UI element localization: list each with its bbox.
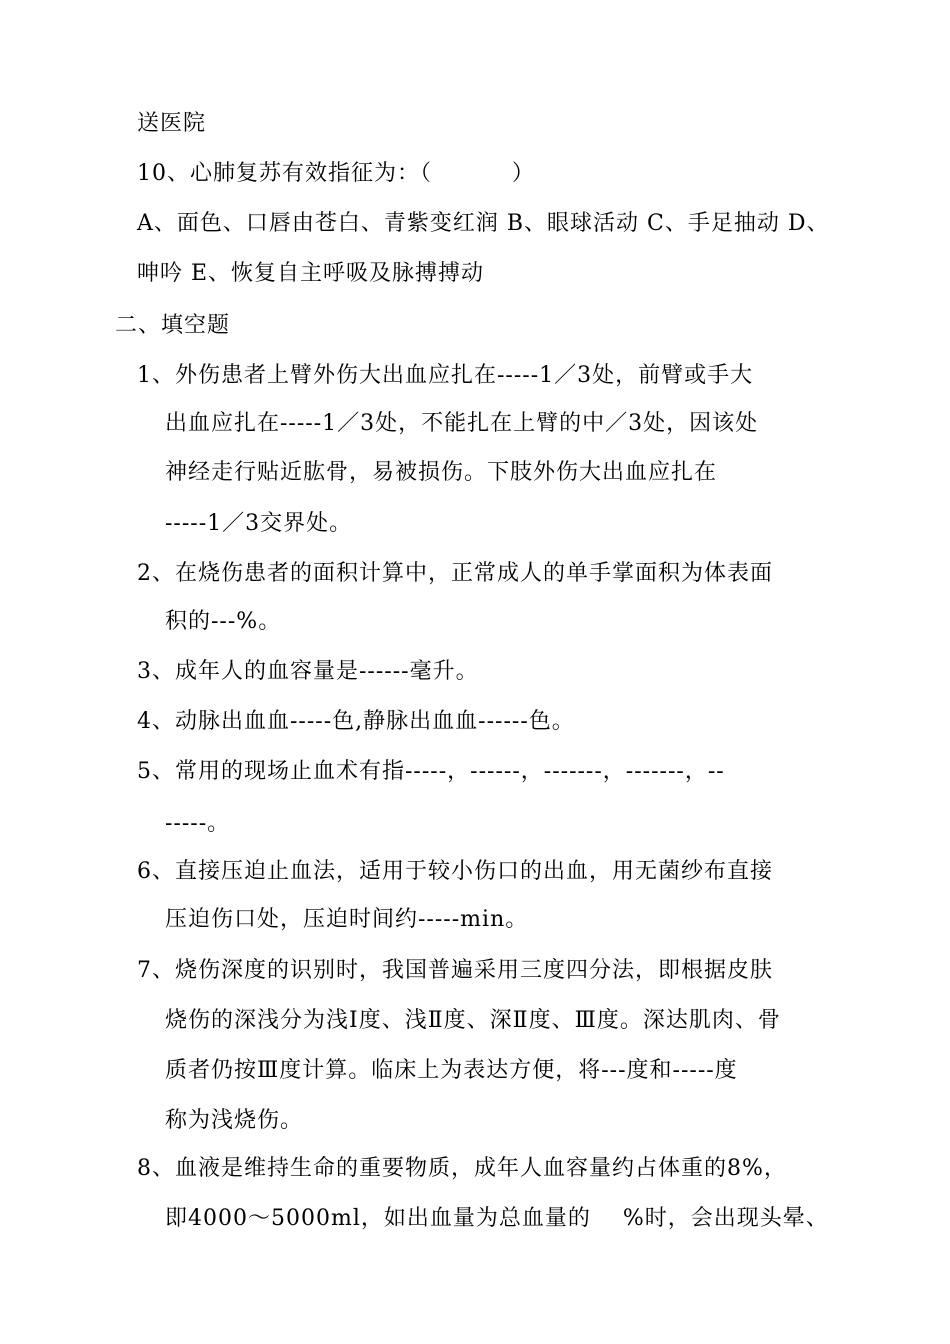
fill-question-8: 8、血液是维持生命的重要物质，成年人血容量约占体重的8%， [137, 1156, 787, 1181]
fill-question-2-line2: 积的---%。 [165, 609, 282, 634]
fill-question-3: 3、成年人的血容量是------毫升。 [137, 659, 479, 684]
fill-question-7-line2: 烧伤的深浅分为浅Ⅰ度、浅Ⅱ度、深Ⅱ度、Ⅲ度。深达肌肉、骨 [165, 1008, 781, 1033]
fill-question-6: 6、直接压迫止血法，适用于较小伤口的出血，用无菌纱布直接 [137, 859, 773, 884]
fill-question-1-line4: -----1／3交界处。 [165, 511, 353, 536]
fill-question-8-line2: 即4000～5000ml，如出血量为总血量的 %时，会出现头晕、 [165, 1206, 829, 1231]
question-10: 10、心肺复苏有效指征为：（ ） [137, 161, 535, 186]
fill-question-2: 2、在烧伤患者的面积计算中，正常成人的单手掌面积为体表面 [137, 561, 773, 586]
fill-question-1: 1、外伤患者上臂外伤大出血应扎在-----1／3处，前臂或手大 [137, 363, 754, 388]
fill-question-7-line3: 质者仍按Ⅲ度计算。临床上为表达方便，将---度和-----度 [165, 1058, 738, 1083]
question-10-options: A、面色、口唇由苍白、青紫变红润 B、眼球活动 C、手足抽动 D、 [137, 211, 830, 236]
fill-question-1-line2: 出血应扎在-----1／3处，不能扎在上臂的中／3处，因该处 [165, 411, 759, 436]
fill-question-5-line2: -----。 [165, 811, 231, 836]
question-10-options-cont: 呻吟 E、恢复自主呼吸及脉搏搏动 [137, 261, 485, 286]
fill-question-6-line2: 压迫伤口处，压迫时间约-----min。 [165, 907, 529, 932]
section-heading-fill-in: 二、填空题 [115, 313, 231, 338]
fill-question-7-line4: 称为浅烧伤。 [165, 1108, 304, 1133]
fill-question-5: 5、常用的现场止血术有指-----，------，-------，-------，-- [137, 759, 725, 784]
text-line: 送医院 [137, 111, 207, 136]
fill-question-7: 7、烧伤深度的识别时，我国普遍采用三度四分法，即根据皮肤 [137, 958, 773, 983]
fill-question-4: 4、动脉出血血-----色,静脉出血血------色。 [137, 709, 575, 734]
fill-question-1-line3: 神经走行贴近肱骨，易被损伤。下肢外伤大出血应扎在 [165, 460, 718, 485]
